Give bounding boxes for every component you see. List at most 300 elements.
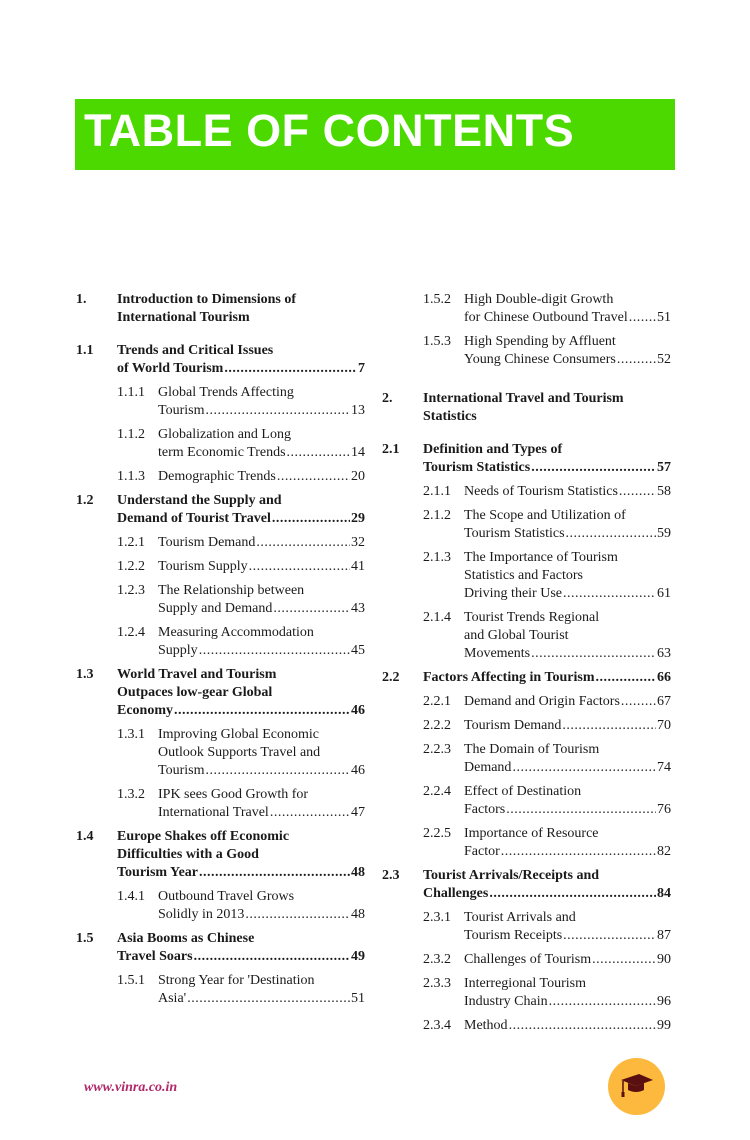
toc-title-text: Statistics: [423, 409, 477, 424]
dot-leader: [224, 360, 357, 378]
toc-subsection-entry[interactable]: [382, 483, 671, 501]
toc-entry-title: [464, 507, 671, 543]
toc-title-text: Needs of Tourism Statistics: [464, 484, 618, 499]
toc-page-number[interactable]: 67: [657, 694, 671, 709]
toc-entry-title: [464, 609, 671, 663]
toc-title-line: [158, 468, 365, 486]
toc-title-text: Solidly in 2013: [158, 907, 245, 922]
toc-title-line: [158, 558, 365, 576]
toc-section-entry[interactable]: [76, 930, 365, 966]
toc-title-line: [464, 483, 671, 501]
toc-section-entry[interactable]: [76, 828, 365, 882]
toc-title-text: International Travel and Tourism: [423, 391, 624, 406]
dot-leader: [531, 645, 656, 663]
toc-title-text: Tourism Statistics: [423, 460, 531, 475]
toc-title-text: Tourism: [158, 763, 205, 778]
toc-page-number[interactable]: 46: [351, 703, 365, 718]
toc-page-number[interactable]: 47: [351, 805, 365, 820]
toc-subsection-entry[interactable]: [76, 534, 365, 552]
toc-entry-title: [158, 468, 365, 486]
toc-title-text: International Tourism: [117, 310, 250, 325]
toc-section-entry[interactable]: [76, 666, 365, 720]
toc-entry-number: 1.1.3: [117, 469, 145, 484]
toc-page-number[interactable]: 14: [351, 445, 365, 460]
toc-subsection-entry[interactable]: [382, 507, 671, 543]
dot-leader: [509, 1017, 656, 1035]
toc-entry-title: [464, 693, 671, 711]
toc-title-text: Tourism Demand: [158, 535, 256, 550]
toc-page-number[interactable]: 13: [351, 403, 365, 418]
toc-title-text: High Double-digit Growth: [464, 292, 614, 307]
toc-entry-title: [158, 972, 365, 1008]
toc-title-line: [464, 645, 671, 663]
toc-subsection-entry[interactable]: [76, 972, 365, 1008]
toc-title-text: Supply and Demand: [158, 601, 273, 616]
toc-entry-title: [117, 342, 365, 378]
toc-title-text: and Global Tourist: [464, 628, 569, 643]
toc-subsection-entry[interactable]: [382, 741, 671, 777]
toc-title-text: Tourism Supply: [158, 559, 248, 574]
dot-leader: [596, 669, 657, 687]
toc-subsection-entry[interactable]: [76, 786, 365, 822]
toc-title-line: [464, 783, 671, 801]
toc-section-entry[interactable]: [76, 492, 365, 528]
toc-title-line: [158, 426, 365, 444]
toc-title-line: [117, 342, 365, 360]
toc-title-text: Improving Global Economic: [158, 727, 319, 742]
dot-leader: [256, 534, 350, 552]
toc-title-text: Strong Year for 'Destination: [158, 973, 315, 988]
toc-page-number[interactable]: 46: [351, 763, 365, 778]
toc-title-line: [158, 384, 365, 402]
toc-title-line: [117, 684, 365, 702]
toc-page-number[interactable]: 58: [657, 484, 671, 499]
toc-title-line: [158, 762, 365, 780]
toc-title-line: [423, 441, 671, 459]
toc-title-text: Tourism: [158, 403, 205, 418]
toc-title-line: [117, 948, 365, 966]
toc-title-text: Global Trends Affecting: [158, 385, 294, 400]
toc-entry-title: [464, 483, 671, 501]
toc-title-text: Tourism Year: [117, 865, 199, 880]
toc-page-number[interactable]: 76: [657, 802, 671, 817]
toc-title-text: term Economic Trends: [158, 445, 286, 460]
toc-entry-number: 1.2.2: [117, 559, 145, 574]
toc-title-line: [464, 693, 671, 711]
toc-subsection-entry[interactable]: [76, 888, 365, 924]
toc-title-line: [158, 726, 365, 744]
toc-title-text: Method: [464, 1018, 508, 1033]
dot-leader: [621, 693, 656, 711]
toc-title-text: Asia': [158, 991, 187, 1006]
toc-title-line: [423, 390, 671, 408]
toc-title-line: [464, 975, 671, 993]
dot-leader: [273, 600, 350, 618]
toc-title-text: Tourist Arrivals and: [464, 910, 576, 925]
toc-title-line: [158, 534, 365, 552]
toc-title-text: Demand of Tourist Travel: [117, 511, 271, 526]
dot-leader: [205, 762, 350, 780]
toc-entry-number: 2.1.2: [423, 508, 451, 523]
toc-entry-title: [158, 582, 365, 618]
toc-title-line: [158, 444, 365, 462]
toc-entry-number: 1.3.1: [117, 727, 145, 742]
toc-entry-number: 2.1.3: [423, 550, 451, 565]
toc-title-text: Tourist Trends Regional: [464, 610, 600, 625]
dot-leader: [619, 483, 656, 501]
dot-leader: [277, 468, 350, 486]
toc-title-text: The Importance of Tourism: [464, 550, 618, 565]
toc-entry-title: [423, 867, 671, 903]
toc-entry-title: [117, 666, 365, 720]
toc-subsection-entry[interactable]: [76, 384, 365, 420]
toc-entry-title: [158, 558, 365, 576]
toc-entry-number: 2.2.4: [423, 784, 451, 799]
toc-title-text: Young Chinese Consumers: [464, 352, 616, 367]
toc-subsection-entry[interactable]: [76, 426, 365, 462]
toc-title-text: Outlook Supports Travel and: [158, 745, 321, 760]
toc-page-number[interactable]: 87: [657, 928, 671, 943]
toc-title-line: [158, 906, 365, 924]
toc-title-line: [464, 567, 671, 585]
graduation-cap-icon: [619, 1071, 654, 1103]
toc-page-number[interactable]: 84: [657, 886, 671, 901]
toc-page-number[interactable]: 74: [657, 760, 671, 775]
toc-title-line: [464, 549, 671, 567]
toc-title-text: Supply: [158, 643, 198, 658]
toc-subsection-entry[interactable]: [382, 693, 671, 711]
toc-entry-number: 2.2.2: [423, 718, 451, 733]
toc-page-number[interactable]: 82: [657, 844, 671, 859]
toc-title-line: [464, 309, 671, 327]
toc-entry-number: 1.1.1: [117, 385, 145, 400]
toc-title-text: Europe Shakes off Economic: [117, 829, 290, 844]
toc-title-line: [464, 507, 671, 525]
toc-title-text: The Relationship between: [158, 583, 305, 598]
toc-section-entry[interactable]: [382, 669, 671, 687]
toc-entry-number: 2.3.2: [423, 952, 451, 967]
toc-title-line: [464, 1017, 671, 1035]
dot-leader: [563, 927, 656, 945]
page-title: TABLE OF CONTENTS: [84, 105, 575, 156]
toc-page-number[interactable]: 41: [351, 559, 365, 574]
toc-title-line: [423, 408, 671, 426]
toc-title-text: Understand the Supply and: [117, 493, 282, 508]
toc-page-number[interactable]: 45: [351, 643, 365, 658]
toc-title-line: [158, 582, 365, 600]
toc-entry-number: 1.3: [76, 667, 94, 682]
website-link[interactable]: www.vinra.co.in: [84, 1080, 178, 1095]
toc-page-number[interactable]: 57: [657, 460, 671, 475]
dot-leader: [272, 510, 350, 528]
toc-entry-title: [423, 441, 671, 477]
toc-chapter-heading: [76, 291, 365, 327]
toc-section-entry[interactable]: [382, 441, 671, 477]
dot-leader: [617, 351, 656, 369]
toc-page-number[interactable]: 90: [657, 952, 671, 967]
toc-title-text: Challenges: [423, 886, 489, 901]
toc-entry-number: 1.2.3: [117, 583, 145, 598]
toc-page-number[interactable]: 70: [657, 718, 671, 733]
toc-title-text: World Travel and Tourism: [117, 667, 277, 682]
dot-leader: [592, 951, 656, 969]
toc-page-number[interactable]: 51: [351, 991, 365, 1006]
toc-title-line: [158, 642, 365, 660]
toc-title-text: Tourist Arrivals/Receipts and: [423, 868, 600, 883]
toc-page-number[interactable]: 51: [657, 310, 671, 325]
toc-title-line: [117, 291, 365, 309]
toc-title-text: Importance of Resource: [464, 826, 599, 841]
toc-page-number[interactable]: 63: [657, 646, 671, 661]
toc-title-text: of World Tourism: [117, 361, 224, 376]
dot-leader: [199, 642, 350, 660]
toc-title-text: Effect of Destination: [464, 784, 582, 799]
toc-subsection-entry[interactable]: [382, 825, 671, 861]
toc-entry-title: [464, 909, 671, 945]
toc-entry-number: 1.5.1: [117, 973, 145, 988]
toc-entry-title: [464, 549, 671, 603]
toc-entry-title: [464, 333, 671, 369]
toc-page-number[interactable]: 48: [351, 865, 365, 880]
toc-entry-number: 1.5.2: [423, 292, 451, 307]
toc-page-number[interactable]: 59: [657, 526, 671, 541]
toc-entry-number: 2.3.3: [423, 976, 451, 991]
toc-entry-title: [464, 825, 671, 861]
dot-leader: [187, 990, 350, 1008]
toc-title-text: Interregional Tourism: [464, 976, 587, 991]
toc-title-text: Tourism Receipts: [464, 928, 563, 943]
toc-title-line: [117, 666, 365, 684]
title-banner: [75, 99, 675, 170]
toc-entry-title: [464, 717, 671, 735]
toc-title-line: [464, 741, 671, 759]
toc-title-text: Industry Chain: [464, 994, 548, 1009]
dot-leader: [249, 558, 350, 576]
toc-entry-number: 2.2.5: [423, 826, 451, 841]
toc-entry-title: [117, 291, 365, 327]
toc-title-line: [464, 927, 671, 945]
toc-chapter-heading: [382, 390, 671, 426]
dot-leader: [629, 309, 656, 327]
toc-title-line: [158, 786, 365, 804]
toc-title-text: Outbound Travel Grows: [158, 889, 295, 904]
dot-leader: [562, 717, 656, 735]
toc-title-line: [464, 717, 671, 735]
dot-leader: [287, 444, 350, 462]
toc-entry-number: 1.4.1: [117, 889, 145, 904]
toc-page-number[interactable]: 29: [351, 511, 365, 526]
toc-subsection-entry[interactable]: [382, 717, 671, 735]
toc-title-line: [464, 843, 671, 861]
dot-leader: [489, 885, 656, 903]
toc-title-text: Tourism Demand: [464, 718, 562, 733]
toc-column-right: [382, 291, 671, 1041]
toc-title-line: [117, 828, 365, 846]
toc-entry-title: [158, 624, 365, 660]
dot-leader: [549, 993, 656, 1011]
toc-title-line: [464, 585, 671, 603]
toc-title-text: Challenges of Tourism: [464, 952, 592, 967]
toc-title-line: [158, 888, 365, 906]
toc-entry-number: 2.3.1: [423, 910, 451, 925]
toc-entry-title: [423, 669, 671, 687]
toc-entry-title: [464, 975, 671, 1011]
toc-entry-title: [464, 741, 671, 777]
toc-page-number[interactable]: 52: [657, 352, 671, 367]
toc-title-line: [423, 867, 671, 885]
toc-entry-number: 2.3: [382, 868, 400, 883]
toc-subsection-entry[interactable]: [76, 468, 365, 486]
toc-title-line: [464, 291, 671, 309]
toc-title-line: [423, 459, 671, 477]
toc-page-number[interactable]: 99: [657, 1018, 671, 1033]
toc-title-text: Factors: [464, 802, 506, 817]
toc-subsection-entry[interactable]: [76, 558, 365, 576]
toc-title-text: Driving their Use: [464, 586, 562, 601]
toc-title-text: International Travel: [158, 805, 269, 820]
toc-entry-number: 1.4: [76, 829, 94, 844]
toc-subsection-entry[interactable]: [382, 609, 671, 663]
toc-title-text: Tourism Statistics: [464, 526, 565, 541]
toc-subsection-entry[interactable]: [382, 975, 671, 1011]
toc-entry-title: [158, 726, 365, 780]
toc-page-number[interactable]: 20: [351, 469, 365, 484]
toc-title-line: [464, 351, 671, 369]
dot-leader: [245, 906, 350, 924]
toc-title-line: [464, 627, 671, 645]
toc-entry-number: 1.2.1: [117, 535, 145, 550]
toc-title-line: [158, 744, 365, 762]
toc-title-text: The Domain of Tourism: [464, 742, 600, 757]
toc-entry-number: 2.: [382, 391, 393, 406]
dot-leader: [174, 702, 350, 720]
toc-title-text: High Spending by Affluent: [464, 334, 616, 349]
toc-title-text: Asia Booms as Chinese: [117, 931, 255, 946]
toc-title-text: Economy: [117, 703, 173, 718]
toc-title-line: [117, 846, 365, 864]
dot-leader: [566, 525, 656, 543]
toc-subsection-entry[interactable]: [382, 549, 671, 603]
toc-subsection-entry[interactable]: [382, 909, 671, 945]
toc-title-line: [117, 510, 365, 528]
toc-subsection-entry[interactable]: [76, 582, 365, 618]
toc-page-number[interactable]: 43: [351, 601, 365, 616]
toc-title-line: [464, 825, 671, 843]
toc-entry-number: 2.2: [382, 670, 400, 685]
toc-entry-number: 1.5: [76, 931, 94, 946]
toc-entry-number: 2.2.3: [423, 742, 451, 757]
toc-subsection-entry[interactable]: [382, 1017, 671, 1035]
toc-title-text: Introduction to Dimensions of: [117, 292, 297, 307]
toc-title-text: IPK sees Good Growth for: [158, 787, 309, 802]
toc-page-number[interactable]: 66: [657, 670, 671, 685]
toc-entry-title: [117, 492, 365, 528]
toc-title-line: [117, 309, 365, 327]
dot-leader: [194, 948, 350, 966]
toc-title-line: [158, 600, 365, 618]
toc-page-number[interactable]: 96: [657, 994, 671, 1009]
toc-entry-title: [158, 786, 365, 822]
toc-entry-title: [464, 951, 671, 969]
toc-entry-number: 2.1.1: [423, 484, 451, 499]
toc-page-number[interactable]: 48: [351, 907, 365, 922]
dot-leader: [506, 801, 656, 819]
toc-title-text: Demographic Trends: [158, 469, 276, 484]
toc-subsection-entry[interactable]: [382, 783, 671, 819]
toc-page-number[interactable]: 61: [657, 586, 671, 601]
toc-title-text: Demand: [464, 760, 512, 775]
toc-title-text: Travel Soars: [117, 949, 193, 964]
toc-section-entry[interactable]: [76, 342, 365, 378]
toc-title-line: [117, 492, 365, 510]
toc-entry-title: [464, 783, 671, 819]
dot-leader: [563, 585, 656, 603]
toc-subsection-entry[interactable]: [382, 951, 671, 969]
toc-title-line: [423, 885, 671, 903]
toc-entry-number: 1.2: [76, 493, 94, 508]
toc-column-left: [76, 291, 365, 1014]
dot-leader: [501, 843, 656, 861]
toc-title-line: [464, 609, 671, 627]
toc-title-line: [158, 624, 365, 642]
toc-title-text: Factors Affecting in Tourism: [423, 670, 595, 685]
toc-page-number[interactable]: 7: [358, 361, 365, 376]
toc-title-text: Movements: [464, 646, 531, 661]
toc-entry-title: [117, 930, 365, 966]
toc-title-line: [464, 759, 671, 777]
toc-subsection-entry[interactable]: [382, 333, 671, 369]
toc-page-number[interactable]: 32: [351, 535, 365, 550]
toc-title-line: [158, 990, 365, 1008]
dot-leader: [531, 459, 656, 477]
toc-title-text: for Chinese Outbound Travel: [464, 310, 628, 325]
toc-entry-title: [158, 888, 365, 924]
dot-leader: [199, 864, 350, 882]
toc-section-entry[interactable]: [382, 867, 671, 903]
toc-entry-title: [464, 291, 671, 327]
toc-title-line: [464, 993, 671, 1011]
toc-title-text: Difficulties with a Good: [117, 847, 259, 862]
toc-subsection-entry[interactable]: [76, 726, 365, 780]
toc-title-text: The Scope and Utilization of: [464, 508, 626, 523]
toc-title-text: Trends and Critical Issues: [117, 343, 274, 358]
toc-page-number[interactable]: 49: [351, 949, 365, 964]
toc-title-line: [464, 525, 671, 543]
toc-title-text: Factor: [464, 844, 500, 859]
toc-entry-number: 2.2.1: [423, 694, 451, 709]
toc-title-line: [158, 402, 365, 420]
toc-subsection-entry[interactable]: [382, 291, 671, 327]
toc-title-line: [158, 804, 365, 822]
toc-title-text: Measuring Accommodation: [158, 625, 314, 640]
toc-entry-number: 1.2.4: [117, 625, 145, 640]
toc-title-line: [464, 909, 671, 927]
toc-entry-number: 1.: [76, 292, 87, 307]
toc-entry-number: 1.3.2: [117, 787, 145, 802]
toc-title-line: [423, 669, 671, 687]
dot-leader: [205, 402, 350, 420]
toc-title-line: [117, 864, 365, 882]
toc-entry-title: [158, 384, 365, 420]
toc-title-line: [464, 951, 671, 969]
toc-entry-number: 1.1.2: [117, 427, 145, 442]
toc-title-text: Outpaces low-gear Global: [117, 685, 273, 700]
toc-entry-number: 2.1: [382, 442, 400, 457]
toc-subsection-entry[interactable]: [76, 624, 365, 660]
toc-entry-title: [158, 534, 365, 552]
toc-entry-title: [117, 828, 365, 882]
dot-leader: [512, 759, 656, 777]
